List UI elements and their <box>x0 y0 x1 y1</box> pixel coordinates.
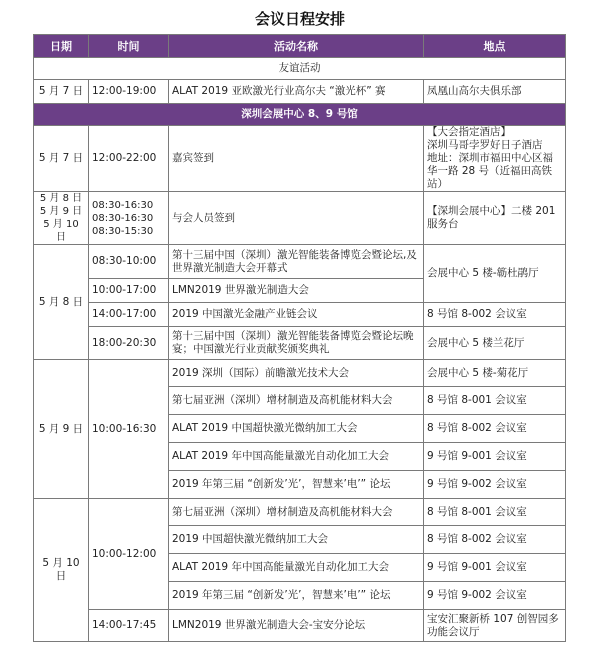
table-row <box>34 126 566 192</box>
place-cell: 宝安汇聚新桥 107 创智园多功能会议厅 <box>424 610 566 642</box>
event-cell: ALAT 2019 亚欧激光行业高尔夫 “激光杯” 赛 <box>169 80 424 104</box>
event-cell: 第十三届中国（深圳）激光智能装备博览会暨论坛晚宴；中国激光行业贡献奖颁奖典礼 <box>169 327 424 360</box>
place-cell: 会展中心 5 楼兰花厅 <box>424 327 566 360</box>
date-line: 5 月 8 日 <box>39 193 83 204</box>
table-row <box>34 610 566 642</box>
event-cell: 2019 年第三届 “创新发’光’，智慧来’电’” 论坛 <box>169 582 424 610</box>
event-cell: 2019 年第三届 “创新发’光’，智慧来’电’” 论坛 <box>169 471 424 499</box>
date-cell <box>34 192 89 245</box>
place-cell: 9 号馆 9-002 会议室 <box>424 471 566 499</box>
table-row <box>34 192 566 245</box>
event-cell: 第七届亚洲（深圳）增材制造及高机能材料大会 <box>169 387 424 415</box>
date-line: 5 月 10 日 <box>43 219 79 243</box>
event-cell: LMN2019 世界激光制造大会-宝安分论坛 <box>169 610 424 642</box>
event-cell: 2019 中国超快激光微纳加工大会 <box>169 526 424 554</box>
time-cell: 12:00-22:00 <box>89 126 169 192</box>
place-cell: 凤凰山高尔夫俱乐部 <box>424 80 566 104</box>
hotel-label: 【大会指定酒店】 <box>427 126 511 138</box>
time-cell: 14:00-17:00 <box>89 303 169 327</box>
place-cell <box>424 126 566 192</box>
table-row <box>34 245 566 279</box>
date-cell: 5 月 7 日 <box>34 126 89 192</box>
hotel-name: 深圳马哥孛罗好日子酒店 <box>427 139 543 151</box>
hotel-address: 地址：深圳市福田中心区福华一路 28 号（近福田高铁站） <box>427 152 553 190</box>
time-cell: 10:00-12:00 <box>89 499 169 610</box>
header-event: 活动名称 <box>169 35 424 58</box>
time-line: 08:30-16:30 <box>92 199 154 211</box>
date-cell: 5 月 8 日 <box>34 245 89 360</box>
place-cell: 会展中心 5 楼-簕杜鹃厅 <box>424 245 566 303</box>
time-cell: 12:00-19:00 <box>89 80 169 104</box>
event-cell: LMN2019 世界激光制造大会 <box>169 279 424 303</box>
event-cell: 第十三届中国（深圳）激光智能装备博览会暨论坛,及世界激光制造大会开幕式 <box>169 245 424 279</box>
schedule-table <box>33 34 566 642</box>
time-cell: 14:00-17:45 <box>89 610 169 642</box>
place-cell: 9 号馆 9-002 会议室 <box>424 582 566 610</box>
event-cell: 2019 深圳（国际）前瞻激光技术大会 <box>169 360 424 387</box>
place-cell: 9 号馆 9-001 会议室 <box>424 443 566 471</box>
event-cell: ALAT 2019 年中国高能量激光自动化加工大会 <box>169 554 424 582</box>
date-cell: 5 月 7 日 <box>34 80 89 104</box>
table-row <box>34 499 566 526</box>
section-title: 友谊活动 <box>34 58 566 80</box>
place-cell: 8 号馆 8-001 会议室 <box>424 499 566 526</box>
place-cell: 8 号馆 8-002 会议室 <box>424 415 566 443</box>
place-cell: 【深圳会展中心】二楼 201 服务台 <box>424 192 566 245</box>
table-row <box>34 360 566 387</box>
table-row <box>34 303 566 327</box>
header-row <box>34 35 566 58</box>
header-place: 地点 <box>424 35 566 58</box>
event-cell: 2019 中国激光金融产业链会议 <box>169 303 424 327</box>
section-row-venue <box>34 104 566 126</box>
table-row <box>34 80 566 104</box>
time-cell: 08:30-10:00 <box>89 245 169 279</box>
date-cell: 5 月 10 日 <box>34 499 89 642</box>
section-row-friendship <box>34 58 566 80</box>
event-cell: ALAT 2019 中国超快激光微纳加工大会 <box>169 415 424 443</box>
event-cell: 嘉宾签到 <box>169 126 424 192</box>
page-title: 会议日程安排 <box>254 10 345 28</box>
place-cell: 会展中心 5 楼-菊花厅 <box>424 360 566 387</box>
time-line: 08:30-16:30 <box>92 212 154 224</box>
event-cell: 与会人员签到 <box>169 192 424 245</box>
place-cell: 9 号馆 9-001 会议室 <box>424 554 566 582</box>
event-cell: ALAT 2019 年中国高能量激光自动化加工大会 <box>169 443 424 471</box>
time-cell: 18:00-20:30 <box>89 327 169 360</box>
header-date: 日期 <box>34 35 89 58</box>
place-cell: 8 号馆 8-002 会议室 <box>424 303 566 327</box>
event-cell: 第七届亚洲（深圳）增材制造及高机能材料大会 <box>169 499 424 526</box>
table-row <box>34 327 566 360</box>
date-cell: 5 月 9 日 <box>34 360 89 499</box>
time-cell <box>89 192 169 245</box>
section-title: 深圳会展中心 8、9 号馆 <box>34 104 566 126</box>
date-line: 5 月 9 日 <box>39 206 83 217</box>
time-cell: 10:00-16:30 <box>89 360 169 499</box>
place-cell: 8 号馆 8-001 会议室 <box>424 387 566 415</box>
header-time: 时间 <box>89 35 169 58</box>
place-cell: 8 号馆 8-002 会议室 <box>424 526 566 554</box>
time-line: 08:30-15:30 <box>92 225 154 237</box>
time-cell: 10:00-17:00 <box>89 279 169 303</box>
